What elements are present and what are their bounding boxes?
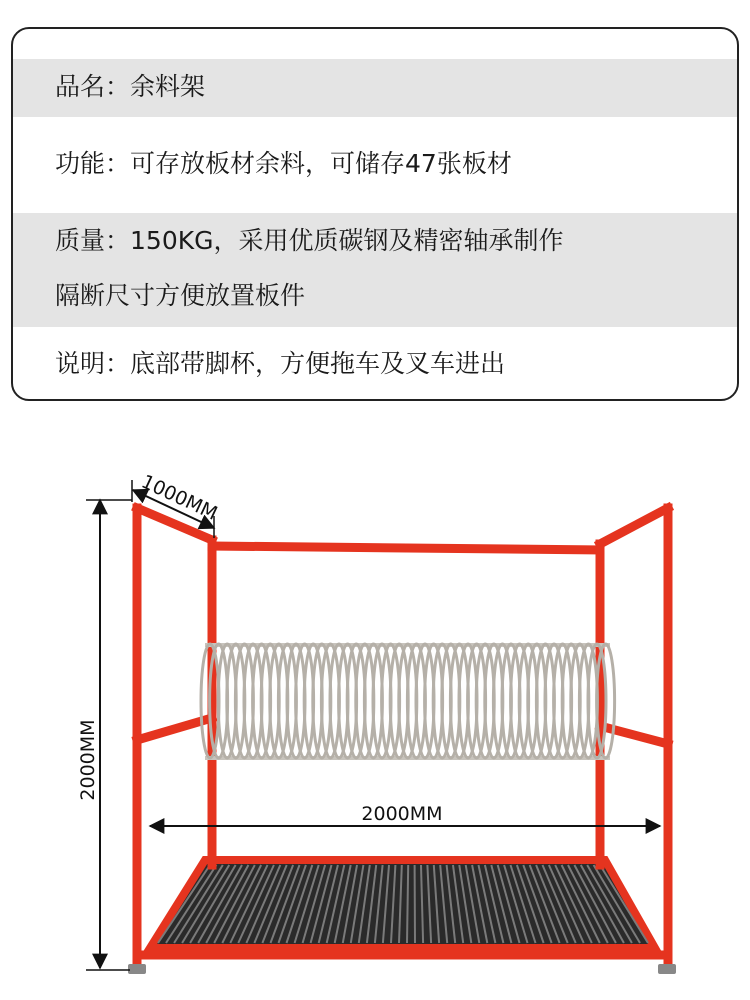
floor-grate [150, 860, 655, 948]
product-name-row [13, 59, 737, 117]
ring-coil [201, 644, 615, 758]
depth-label: 1000MM [137, 470, 221, 525]
height-label: 2000MM [77, 719, 99, 801]
height-dimension [77, 500, 132, 970]
function-label: 功能： [55, 149, 131, 178]
width-dimension [150, 803, 660, 826]
note-label: 说明： [55, 349, 131, 378]
quality-value-line2: 隔断尺寸方便放置板件 [55, 281, 306, 310]
quality-label: 质量： [55, 226, 131, 255]
name-value: 余料架 [130, 72, 206, 101]
width-label: 2000MM [361, 803, 443, 825]
quality-row [13, 213, 737, 327]
product-info-card [11, 27, 739, 401]
note-row [13, 334, 737, 392]
rack-product-image [0, 440, 750, 1000]
grate-bar [407, 865, 408, 943]
quality-value: 150KG，采用优质碳钢及精密轴承制作 [130, 226, 564, 255]
foot-cups [128, 964, 676, 974]
note-value: 底部带脚杯，方便拖车及叉车进出 [130, 349, 506, 378]
function-value: 可存放板材余料，可储存47张板材 [130, 149, 512, 178]
function-row [13, 134, 737, 196]
name-label: 品名： [55, 72, 131, 101]
